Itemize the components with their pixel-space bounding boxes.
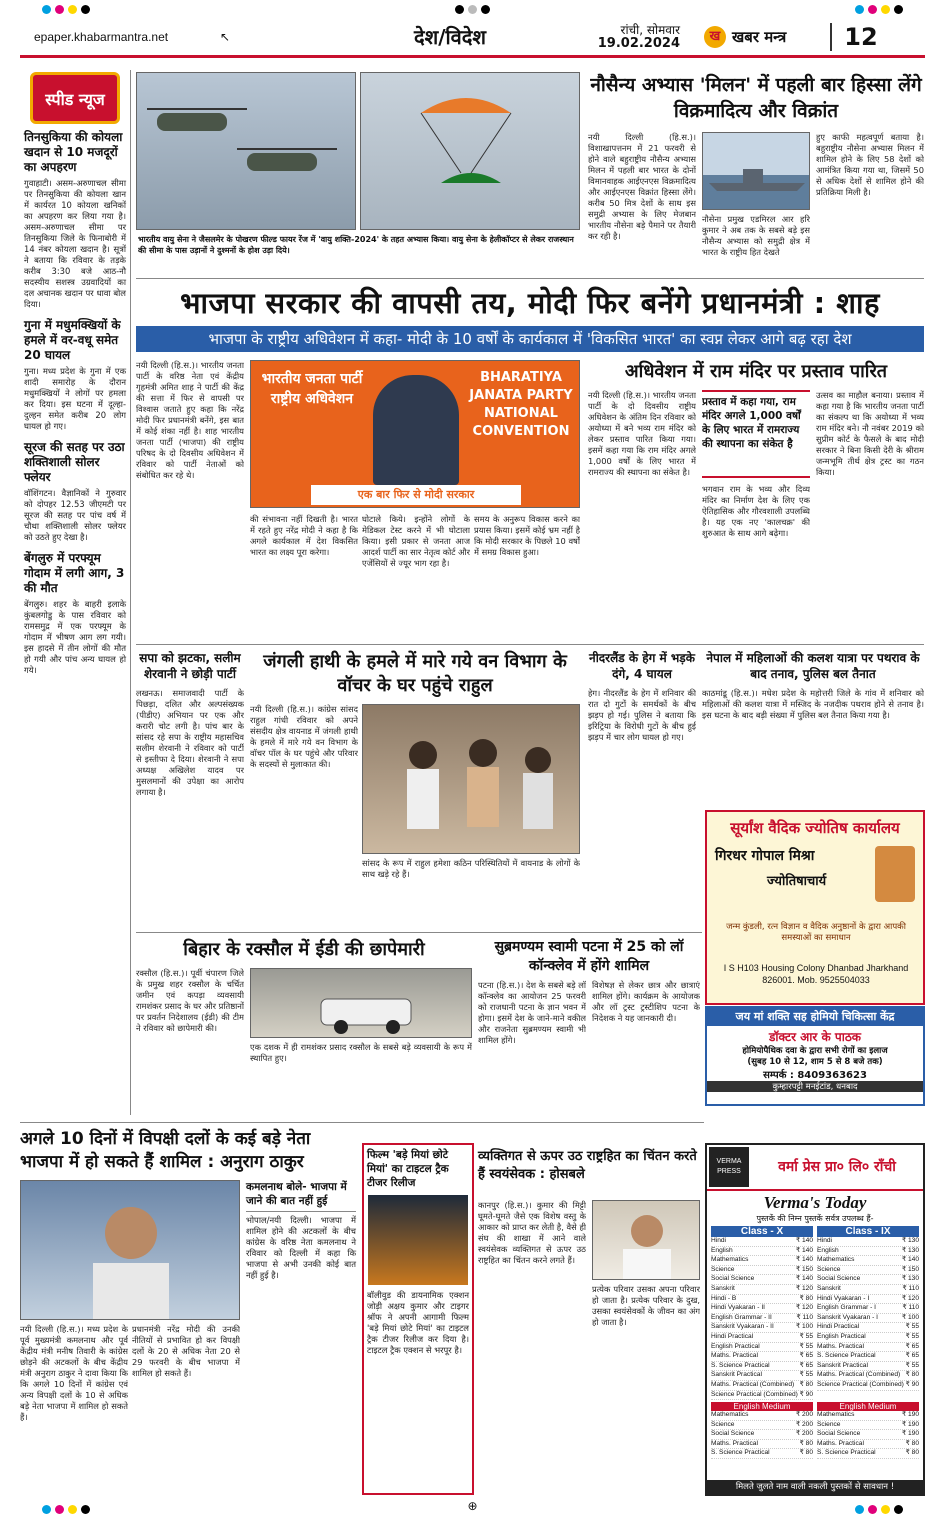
class-x-book-list [711,1237,813,1400]
book-price: ₹ 140 [795,1275,813,1283]
divider [136,932,702,933]
book-title: Mathematics [711,1256,749,1264]
speed-news-column [20,70,131,1115]
brief-headline: सूरज की सतह पर उठा शक्तिशाली सोलर फ्लेयर [24,440,125,484]
book-row [711,1449,813,1459]
convention-photo [250,360,580,508]
photo-caption: भारतीय वायु सेना ने जैसलमेर के पोखरण फील्ड फायर रेंज में 'वायु शक्ति-2024' के तहत अभ्यास किया। वायु सेना के हेलीकॉप्टर से लेकर राजस्थान की सीमा के पास उड़ानों ने दुश्मनों के होश उड़ा दिये। [138,235,574,255]
book-title: Maths. Practical [817,1439,864,1447]
verma-logo: VERMA PRESS [709,1147,749,1187]
book-price: ₹ 100 [795,1323,813,1331]
book-price: ₹ 140 [901,1256,919,1264]
book-price: ₹ 120 [795,1284,813,1292]
book-row [711,1275,813,1285]
book-price: ₹ 80 [799,1449,813,1457]
city-day: रांची, सोमवार [620,22,680,37]
milan-caption: नौसेना प्रमुख एडमिरल आर हरि कुमार ने अब तक के सबसे बड़े इस नौसैन्य अभ्यास को समुद्री क्षेत्र में भारत के राष्ट्रीय हित देखते [702,214,810,257]
book-row [817,1449,919,1459]
book-title: Mathematics [817,1256,855,1264]
book-price: ₹ 80 [799,1294,813,1302]
book-title: S. Science Practical [711,1449,770,1457]
netherlands-text: हेग। नीदरलैंड के हेग में शनिवार की रात दो गुटों के समर्थकों के बीच झड़प हो गई। पुलिस ने बताया कि इरिट्रिया के विरोधी गुटों के बीच हुई झड़प में चार लोग घायल हो गए। [588,688,696,742]
lead-text-col1: नयी दिल्ली (हि.स.)। भारतीय जनता पार्टी के वरिष्ठ नेता एवं केंद्रीय गृहमंत्री अमित शाह ने पार्टी की केंद्र की सत्ता में फिर से वापसी पर विश्वास जताते हुए कहा कि नरेंद्र मोदी फिर प्रधानमंत्री बनेंगे, इस बात में कोई शंका नहीं है। शाह भारतीय जनता पार्टी (भाजपा) की राष्ट्रीय परिषद के दो दिवसीय अधिवेशन में रविवार को पार्टी नेताओं को संबोधित कर रहे थे। [136,360,244,480]
book-row [817,1430,919,1440]
book-title: Hindi Practical [817,1323,860,1331]
book-price: ₹ 190 [901,1430,919,1438]
book-title: English Practical [817,1332,866,1340]
astro-ad-title: सूर्यांश वैदिक ज्योतिष कार्यालय [730,819,900,837]
ram-mandir-pullquote: प्रस्ताव में कहा गया, राम मंदिर अगले 1,000 वर्षों के लिए भारत में रामराज्य की स्थापना का संकेत है [702,390,810,478]
book-title: English Grammar - I [817,1304,876,1312]
book-price: ₹ 120 [795,1304,813,1312]
hosabale-text-continued: प्रत्येक परिवार उसका अपना परिवार हो जाता है। प्रत्येक परिवार के दुख, उसका स्वयंसेवकों के जीवन का अंग हो जाता है। [592,1284,700,1327]
book-row [711,1411,813,1421]
book-price: ₹ 80 [799,1439,813,1447]
book-title: Social Science [711,1275,755,1283]
book-price: ₹ 110 [902,1284,919,1292]
movie-news-box [362,1143,474,1495]
anurag-headline: अगले 10 दिनों में विपक्षी दलों के कई बड़े नेता भाजपा में हो सकते हैं शामिल : अनुराग ठाकुर [20,1129,311,1172]
anurag-text-continued: प्रधानमंत्री नरेंद्र मोदी की उनकी नीतियों से प्रभावित हो कर विपक्षी दलों के 20 से अधिक नेता 20 से 29 फरवरी के बीच भाजपा में शामिल हो सकते हैं। [132,1324,240,1378]
brief-text: वॉशिंगटन। वैज्ञानिकों ने गुरुवार को दोपहर 12.53 जीएमटी पर सूरज की सतह पर पांच वर्ष में चौथा शक्तिशाली सोलर फ्लेयर को उठते हुए देखा है। [24,488,126,542]
book-price: ₹ 200 [795,1430,813,1438]
book-title: Mathematics [711,1411,749,1419]
cursor-icon: ↖ [220,29,231,44]
book-row [817,1323,919,1333]
book-row [817,1256,919,1266]
header-bar [20,18,925,58]
homeo-ad-address: कुम्हारपट्टी मनईटांड, धनबाद [707,1081,923,1092]
book-price: ₹ 55 [799,1342,813,1350]
book-row [711,1285,813,1295]
book-row [711,1343,813,1353]
hosabale-text: कानपुर (हि.स.)। कुमार की मिट्टी घूमते-घूमते जैसे एक विशेष वस्तु के आकार को प्राप्त कर लेती है, वैसे ही संघ की शाखा में आने वाले स्वयंसेवक व्यक्तिगत से ऊपर उठ राष्ट्रहित का चिंतन करने लगते हैं। [478,1200,586,1265]
book-title: Sanskrit Practical [711,1371,762,1379]
lead-strap: भाजपा के राष्ट्रीय अधिवेशन में कहा- मोदी के 10 वर्षों के कार्यकाल में 'विकसित भारत' का स्वप्न लेकर आगे बढ़ रहा देश [136,326,924,352]
book-price: ₹ 140 [795,1237,813,1244]
book-title: Science [711,1265,735,1273]
registration-marks [0,0,945,12]
book-title: English Grammar - II [711,1313,772,1321]
book-row [817,1371,919,1381]
book-price: ₹ 80 [799,1380,813,1388]
lead-text-col2: की संभावना नहीं दिखती है। भारत में रहते हुए नरेंद्र मोदी ने कहा है कि अगले कार्यकाल में देश विकसित भारत का लक्ष्य पूरा करेगा। [250,514,358,557]
person-portrait-icon [593,1201,700,1280]
astro-ad-address: I S H103 Housing Colony Dhanbad Jharkhand 826001. Mob. 9525504033 [723,963,909,985]
book-title: Science Practical (Combined) [817,1380,904,1388]
book-row [711,1421,813,1431]
bihar-headline: बिहार के रक्सौल में ईडी की छापेमारी [183,939,425,960]
book-row [711,1247,813,1257]
book-row [817,1411,919,1421]
book-title: Social Science [711,1430,755,1438]
registration-marks [0,1500,945,1512]
book-row [817,1285,919,1295]
book-title: Hindi - B [711,1294,737,1302]
brief-text: गुना। मध्य प्रदेश के गुना में एक शादी समारोह के दौरान मधुमक्खियों ने लोगों पर हमला कर दिया। इस घटना में दूल्हा-दुल्हन समेत करीब 20 लोग घायल हो गए। [24,366,126,431]
book-row [711,1352,813,1362]
astro-ad-name: गिरधर गोपाल मिश्रा [715,848,815,864]
masthead [0,0,945,66]
bihar-text: रक्सौल (हि.स.)। पूर्वी चंपारण जिले के प्रमुख शहर रक्सौल के चर्चित जमीन एवं कपड़ा व्यवसायी रामशंकर प्रसाद के घर और प्रतिष्ठानों पर प्रवर्तन निदेशालय (ईडी) की टीम ने रविवार को छापेमारी की। [136,968,244,1033]
convention-banner-right: BHARATIYA JANATA PARTY NATIONAL CONVENTION [469,370,573,439]
sp-headline: सपा को झटका, सलीम शेरवानी ने छोड़ी पार्टी [139,651,241,681]
class-x-heading: Class - X [711,1226,813,1237]
book-title: S. Science Practical [711,1361,770,1369]
book-price: ₹ 150 [795,1265,813,1273]
swamy-text: पटना (हि.स.)। देश के सबसे बड़े लॉ कॉन्क्लेव का आयोजन 25 फरवरी को राजधानी पटना के ज्ञान भवन में होगा। इसमें देश के जाने-माने वकील और राजनेता सुब्रमण्यम स्वामी भी शामिल होंगे। [478,980,586,1045]
class-ix-book-list [817,1237,919,1391]
divider [136,278,924,279]
nepal-headline: नेपाल में महिलाओं की कलश यात्रा पर पथराव के बाद तनाव, पुलिस बल तैनात [706,651,920,681]
book-price: ₹ 90 [905,1380,919,1388]
book-price: ₹ 55 [905,1323,919,1331]
astro-portrait [875,846,915,902]
book-price: ₹ 65 [799,1361,813,1369]
book-row [817,1333,919,1343]
book-title: Science [817,1265,841,1273]
book-title: Sanskrit Vyakaran - I [817,1313,878,1321]
book-row [817,1421,919,1431]
helicopter-photo [136,72,356,230]
brief-text: बेंगलुरु। शहर के बाहरी इलाके कुंबलगोडु के पास रविवार को रामसमुद्र में एक परफ्यूम के गोदाम में भीषण आग लग गयी। इस हादसे में तीन लोगों की मौत हो गयी और पांच अन्य घायल हो गये। [24,599,126,675]
english-ix-list [817,1411,919,1459]
issue-date: 19.02.2024 [597,35,680,51]
book-title: Hindi [817,1237,833,1244]
homeo-ad-line: होमियोपैथिक दवा के द्वारा सभी रोगों का इलाज [742,1046,888,1056]
homeo-ad-title: जय मां शक्ति सह होमियो चिकित्सा केंद्र [707,1008,923,1026]
book-title: Maths. Practical (Combined) [711,1380,795,1388]
anurag-text: नयी दिल्ली (हि.स.)। मध्य प्रदेश के पूर्व मुख्यमंत्री कमलनाथ और पूर्व केंद्रीय मंत्री मनीष तिवारी के कांग्रेस छोड़ने की अटकलों के बीच केंद्रीय मंत्री अनुराग ठाकुर ने दावा किया कि कि अगले 10 दिनों में कांग्रेस एवं अन्य विपक्षी दलों के 10 से अधिक बड़े नेता भाजपा में शामिल हो सकते हैं। [20,1324,128,1422]
book-title: S. Science Practical [817,1352,876,1360]
nepal-text: काठमांडू (हि.स.)। मधेश प्रदेश के महोत्तरी जिले के गांव में शनिवार को महिलाओं की कलश यात्रा में मस्जिद के नजदीक पथराव होने से तनाव है। इस घटना के बाद बड़ी संख्या में पुलिस बल तैनात किया गया है। [702,688,924,720]
book-title: Social Science [817,1275,861,1283]
book-title: Maths. Practical (Combined) [817,1371,901,1379]
homeo-ad-timing: (सुबह 10 से 12, शाम 5 से 8 बजे तक) [747,1057,883,1067]
brief-headline: गुना में मधुमक्खियों के हमले में वर-वधू समेत 20 घायल [24,318,121,362]
book-price: ₹ 55 [905,1361,919,1369]
book-price: ₹ 55 [799,1332,813,1340]
book-title: English Practical [711,1342,760,1350]
homeo-ad-doctor: डॉक्टर आर के पाठक [768,1030,862,1044]
site-url[interactable]: epaper.khabarmantra.net [34,29,169,44]
helicopter-icon [137,73,356,230]
movie-headline: फिल्म 'बड़े मियां छोटे मियां' का टाइटल ट्रैक टीजर रिलीज [367,1149,449,1189]
book-title: Social Science [817,1430,861,1438]
book-title: Maths. Practical [817,1342,864,1350]
milan-headline: नौसैन्य अभ्यास 'मिलन' में पहली बार हिस्सा लेंगे विक्रमादित्य और विक्रांत [590,74,922,122]
book-title: Sanskrit Vyakaran - II [711,1323,774,1331]
verma-brand: Verma's Today [763,1193,867,1212]
class-ix-heading: Class - IX [817,1226,919,1237]
book-row [711,1430,813,1440]
rahul-text-continued: सांसद के रूप में राहुल हमेशा कठिन परिस्थितियों में वायनाड के लोगों के साथ खड़े रहे हैं। [362,858,580,879]
people-group-icon [363,705,580,854]
book-price: ₹ 90 [799,1390,813,1398]
sp-text: लखनऊ। समाजवादी पार्टी के पिछड़ा, दलित और अल्पसंख्यक (पीडीए) अभियान पर एक और करारी चोट लगी है। पांच बार के सांसद रहे सपा के राष्ट्रीय महासचिव सलीम शेरवानी ने रविवार को पार्टी से इस्तीफा दे दिया। शेरवानी ने सपा अध्यक्ष अखिलेश यादव पर मुसलमानों की उपेक्षा का आरोप लगाया है। [136,688,244,797]
ram-mandir-text-col1: नयी दिल्ली (हि.स.)। भारतीय जनता पार्टी के दो दिवसीय राष्ट्रीय अधिवेशन के अंतिम दिन रविवार को अयोध्या में बने भव्य राम मंदिर को लेकर प्रस्ताव पारित किया गया। इसमें कहा गया कि राम मंदिर अगले 1,000 वर्षों के लिए भारत में रामराज्य की स्थापना का संकेत है। [588,390,696,477]
book-row [711,1314,813,1324]
book-row [817,1362,919,1372]
warship-photo [702,132,810,210]
book-title: Hindi [711,1237,727,1244]
book-title: Hindi Vyakaran - I [817,1294,870,1302]
milan-text: नयी दिल्ली (हि.स.)। विशाखापत्तनम में 21 फरवरी से होने वाले बहुराष्ट्रीय नौसैन्य अभ्यास मिलन में पहली बार भारत के दोनों विमानवाहक आईएनएस विक्रमादित्य और आईएनएस विक्रांत हिस्सा लेंगे। करीब 50 मित्र देशों के साथ इस समुद्री अभ्यास के लिए मेजबान भारतीय नौसेना बड़े पैमाने पर तैयारी कर रही है। [588,132,696,241]
book-price: ₹ 140 [795,1246,813,1254]
book-row [711,1237,813,1247]
homeopathy-ad[interactable] [705,1006,925,1106]
brief-headline: बेंगलुरु में परफ्यूम गोदाम में लगी आग, 3 की मौत [24,551,125,595]
book-price: ₹ 200 [795,1411,813,1419]
book-row [817,1343,919,1353]
parachute-photo [360,72,580,230]
verma-ad-title: वर्मा प्रेस प्रा० लि० राँची [778,1159,896,1175]
brief-headline: तिनसुकिया की कोयला खदान से 10 मजदूरों का अपहरण [24,130,123,174]
book-row [711,1362,813,1372]
astro-ad-tagline: जन्म कुंडली, रत्न विज्ञान व वैदिक अनुष्ठानों के द्वारा आपकी समस्याओं का समाधान [726,922,906,943]
logo-text: खबर मन्त्र [732,27,787,46]
bihar-text-continued: एक दशक में ही रामशंकर प्रसाद रक्सौल के सबसे बड़े व्यवसायी के रूप में स्थापित हुए। [250,1042,472,1063]
rahul-text: नयी दिल्ली (हि.स.)। कांग्रेस सांसद राहुल गांधी रविवार को अपने संसदीय क्षेत्र वायनाड में जंगली हाथी के हमले में मारे गये वन विभाग के वॉचर पॉल के घर पहुंचे और परिवार के सदस्यों से मुलाकात की। [250,704,358,769]
book-row [817,1352,919,1362]
english-medium-heading: English Medium [817,1402,919,1411]
book-row [711,1333,813,1343]
book-price: ₹ 150 [901,1265,919,1273]
book-row [711,1440,813,1450]
ram-mandir-headline: अधिवेशन में राम मंदिर पर प्रस्ताव पारित [624,361,888,382]
bihar-raid-photo [250,968,472,1038]
milan-text-continued: हुए काफी महत्वपूर्ण बताया है। बहुराष्ट्रीय नौसेना अभ्यास मिलन में शामिल होने के लिए 58 देशों को आमंत्रित किया गया था, जिसमें 50 से अधिक देशों से शामिल होने की प्रतिक्रिया मिली है। [816,132,924,197]
book-price: ₹ 80 [905,1371,919,1379]
book-title: Mathematics [817,1411,855,1419]
book-price: ₹ 65 [905,1352,919,1360]
book-price: ₹ 130 [901,1237,919,1244]
book-row [711,1323,813,1333]
book-title: English [711,1246,733,1254]
book-row [711,1256,813,1266]
speaker-figure [373,375,459,485]
book-price: ₹ 120 [901,1294,919,1302]
book-price: ₹ 200 [795,1420,813,1428]
book-title: Hindi Vyakaran - II [711,1304,765,1312]
book-row [817,1304,919,1314]
book-price: ₹ 130 [901,1246,919,1254]
lead-headline: भाजपा सरकार की वापसी तय, मोदी फिर बनेंगे प्रधानमंत्री : शाह [136,283,924,323]
lead-text-col3: घोटाले किये। इन्होंने लोगों के मेडिकल टेस्ट करने में भी घोटाला किया। इसी प्रकार से जनता आज आदर्श पार्टी का सार नेतृत्व कोर्ट और एजेंसियों से ज्यूर भाग रहा है। [362,514,470,568]
lead-text-col4: समय के अनुरूप विकास करने का प्रयास किया। इसमें कोई भ्रम नहीं है कि मोदी सरकार के पिछले 10 वर्षों में समग्र विकास हुआ। [474,514,580,557]
person-portrait-icon [21,1181,240,1320]
book-title: Sanskrit [711,1284,735,1292]
astro-ad-role: ज्योतिषाचार्य [767,874,827,889]
parachute-icon [361,73,580,230]
book-title: Maths. Practical [711,1439,758,1447]
book-title: S. Science Practical [817,1449,876,1457]
book-price: ₹ 110 [902,1304,919,1312]
english-x-list [711,1411,813,1459]
kamalnath-text: भोपाल/नयी दिल्ली। भाजपा में शामिल होने की अटकलों के बीच कांग्रेस के वरिष्ठ नेता कमलनाथ ने रविवार को दिल्ली में कहा कि भाजपा से अभी उनकी कोई बात नहीं हुई है। [246,1215,356,1280]
book-row [711,1381,813,1391]
book-price: ₹ 130 [901,1275,919,1283]
book-title: Sanskrit [817,1284,841,1292]
brand-logo [690,26,830,48]
section-title: देश/विदेश [413,25,487,49]
hosabale-photo [592,1200,700,1280]
hosabale-headline: व्यक्तिगत से ऊपर उठ राष्ट्रहित का चिंतन करते हैं स्वयंसेवक : होसबले [478,1149,697,1182]
book-title: Science [817,1420,841,1428]
swamy-text-continued: विशेषज्ञ से लेकर छात्र और छात्राएं शामिल होंगे। कार्यक्रम के आयोजक और लॉ ट्रस्ट ट्रस्टीशिप पटना के निदेशक ने यह जानकारी दी। [592,980,700,1023]
book-title: Science [711,1420,735,1428]
book-row [817,1275,919,1285]
book-row [817,1381,919,1391]
speed-news-badge: स्पीड न्यूज [30,72,120,124]
verma-ad-footer: मिलते जुलते नाम वाली नकली पुस्तकों से सावधान ! [707,1480,923,1494]
book-title: Hindi Practical [711,1332,754,1340]
crosshair-icon: ⊕ [467,1499,478,1513]
car-icon [251,969,472,1038]
verma-subtitle: पुस्तकें की निम्न पुस्तकें सर्वत्र उपलब्ध हैं- [756,1214,874,1223]
book-row [711,1304,813,1314]
book-price: ₹ 80 [905,1439,919,1447]
book-row [711,1371,813,1381]
book-row [817,1247,919,1257]
book-price: ₹ 190 [901,1420,919,1428]
homeo-ad-contact: सम्पर्क : 8409363623 [763,1070,867,1081]
book-title: English [817,1246,839,1254]
verma-press-ad[interactable] [705,1143,925,1496]
book-price: ₹ 55 [905,1332,919,1340]
book-price: ₹ 65 [905,1342,919,1350]
book-row [711,1266,813,1276]
kamalnath-headline: कमलनाथ बोले- भाजपा में जाने की बात नहीं हुई [246,1180,356,1212]
book-price: ₹ 110 [796,1313,813,1321]
ram-mandir-text-col2: भगवान राम के भव्य और दिव्य मंदिर का निर्माण देश के लिए एक ऐतिहासिक और गौरवशाली उपलब्धि है। यह एक नए 'कालचक्र' की शुरुआत के साथ आगे बढ़ेगा। [702,484,810,538]
convention-banner-left: भारतीय जनता पार्टी राष्ट्रीय अधिवेशन [261,371,363,407]
swamy-headline: सुब्रमण्यम स्वामी पटना में 25 को लॉ कॉन्क्लेव में होंगे शामिल [494,939,684,974]
convention-slogan: एक बार फिर से मोदी सरकार [311,485,521,505]
book-price: ₹ 140 [795,1256,813,1264]
book-row [817,1314,919,1324]
book-row [817,1266,919,1276]
ram-mandir-text-col3: उत्सव का माहौल बनाया। प्रस्ताव में कहा गया है कि भारतीय जनता पार्टी का संकल्प था कि अयोध्या में भव्य राम मंदिर बने। नौ नवंबर 2019 को सुप्रीम कोर्ट के फैसले के बाद मोदी सरकार ने बिना किसी देरी के श्रीराम जन्मभूमि तीर्थ क्षेत्र ट्रस्ट का गठन किया। [816,390,924,477]
book-price: ₹ 100 [901,1313,919,1321]
book-title: Science Practical (Combined) [711,1390,798,1398]
rahul-headline: जंगली हाथी के हमले में मारे गये वन विभाग के वॉचर के घर पहुंचे राहुल [263,651,567,696]
logo-mark-icon: ख [704,26,726,48]
astrology-ad[interactable] [705,810,925,1005]
book-row [711,1295,813,1305]
brief-text: गुवाहाटी। असम-अरुणाचल सीमा पर तिनसुकिया की कोयला खान में कार्यरत 10 कोयला खनिकों का अपहरण कर लिया गया है। असम-अरुणाचल सीमा पर तिनसुकिया जिले के फिनाबोरी में 14 नंबर कोयला खदान है। सूत्रों ने बताया कि रविवार के तड़के करीब 3:30 बजे आठ-नौ सदस्यीय सशस्त्र उग्रवादियों का दल अचानक खदान पर धावा बोल दिया। [24,178,126,309]
book-price: ₹ 55 [799,1371,813,1379]
movie-poster [368,1195,468,1285]
book-price: ₹ 80 [905,1449,919,1457]
warship-icon [703,133,810,210]
dateline [530,23,690,51]
book-row [817,1440,919,1450]
movie-text: बॉलीवुड की डायनामिक एक्शन जोड़ी अक्षय कुमार और टाइगर श्रॉफ ने अपनी आगामी फिल्म 'बड़े मियां छोटे मियां' का टाइटल ट्रैक टीजर रिलीज कर दिया है। टाइटल ट्रैक एक्शन से भरपूर है। [367,1290,469,1355]
book-title: Maths. Practical [711,1352,758,1360]
english-medium-heading: English Medium [711,1402,813,1411]
book-price: ₹ 65 [799,1352,813,1360]
book-title: Sanskrit Practical [817,1361,868,1369]
page-number: 12 [830,23,890,51]
netherlands-headline: नीदरलैंड के हेग में भड़के दंगे, 4 घायल [589,651,695,681]
book-row [711,1391,813,1401]
divider [136,644,924,645]
divider [20,1122,704,1123]
anurag-photo [20,1180,240,1320]
book-row [817,1295,919,1305]
book-price: ₹ 190 [901,1411,919,1419]
kamalnath-box [246,1180,356,1494]
rahul-visit-photo [362,704,580,854]
book-row [817,1237,919,1247]
